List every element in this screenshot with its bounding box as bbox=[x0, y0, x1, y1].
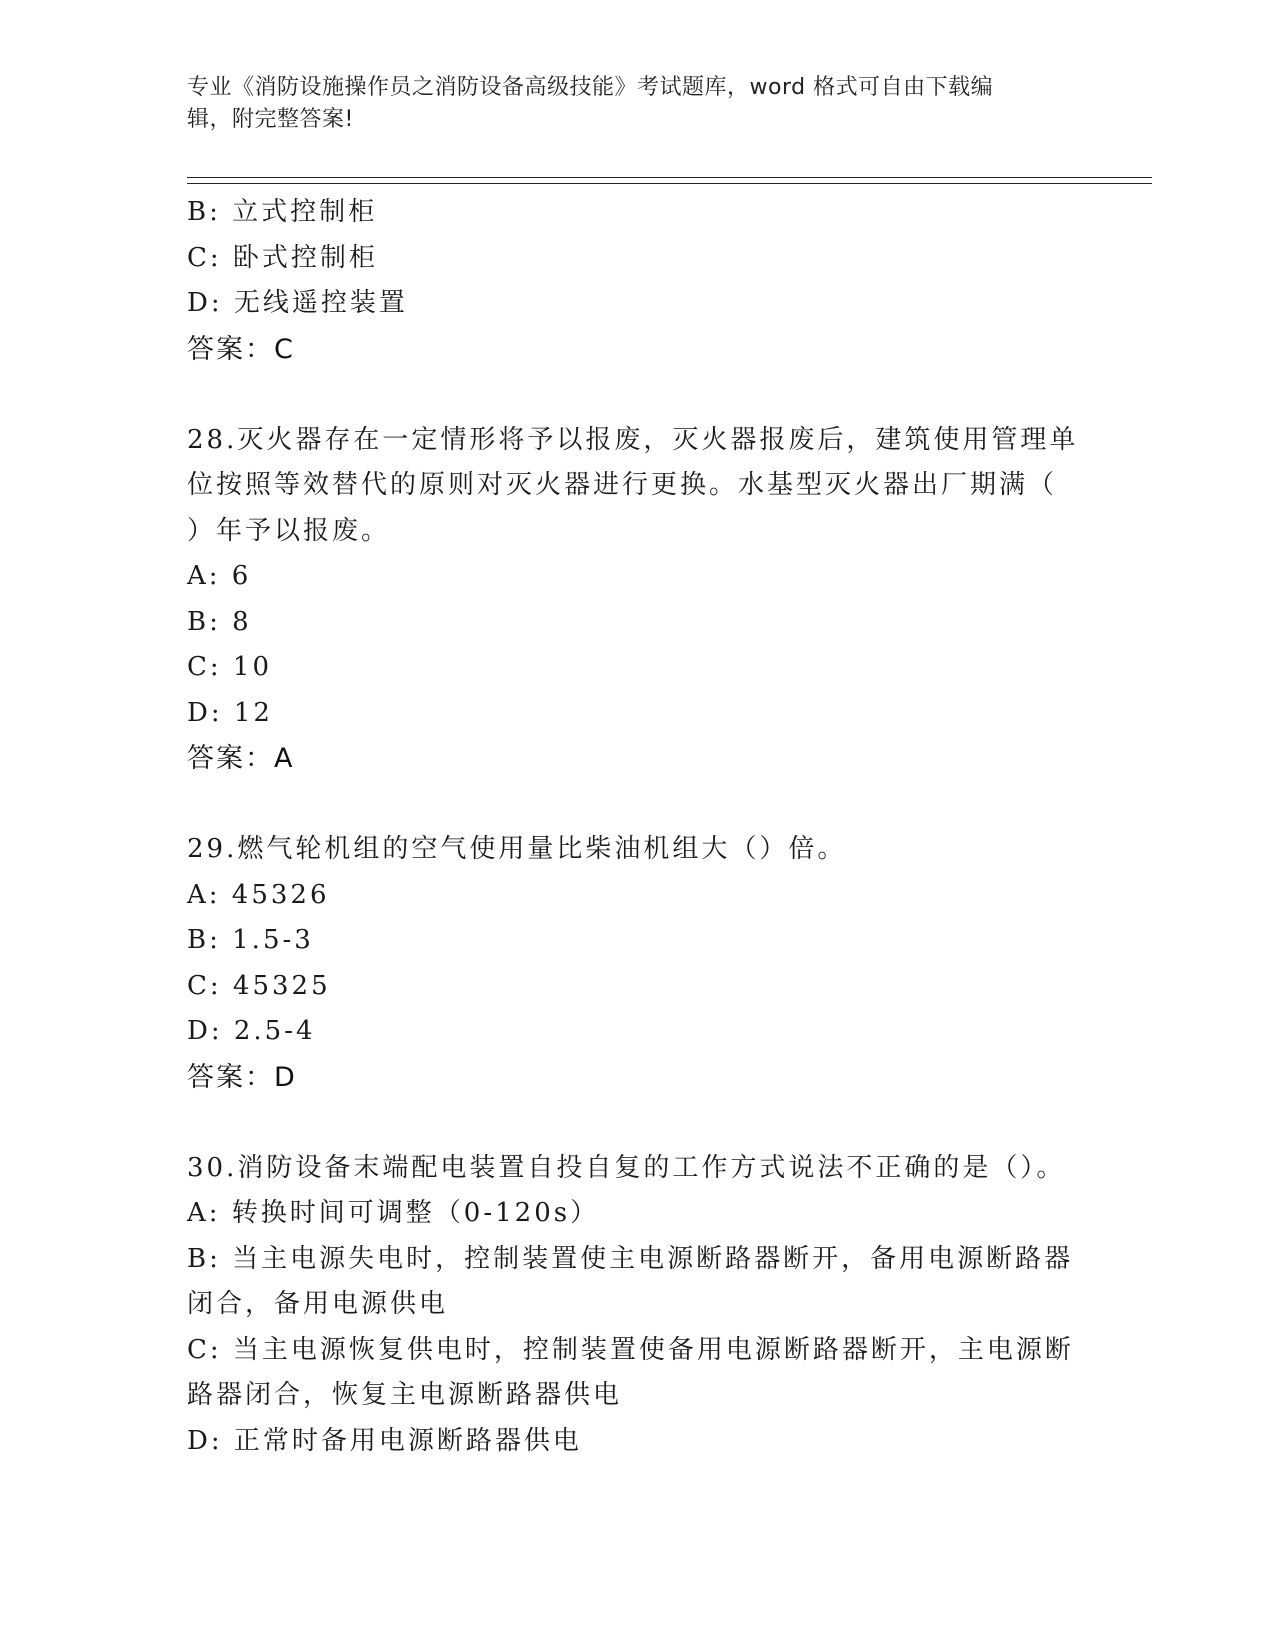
option-a: A: 45326 bbox=[187, 879, 330, 910]
answer-line: 答案：D bbox=[187, 1061, 297, 1093]
header-divider-top bbox=[187, 177, 1152, 178]
question-stem-line: 位按照等效替代的原则对灭火器进行更换。水基型灭火器出厂期满（ bbox=[187, 470, 1058, 500]
option-d: D: 正常时备用电源断路器供电 bbox=[187, 1425, 582, 1456]
document-header bbox=[187, 72, 1067, 136]
option-b: B: 立式控制柜 bbox=[187, 197, 378, 227]
option-b-continued: 闭合，备用电源供电 bbox=[187, 1289, 449, 1319]
option-a: A: 转换时间可调整（0-120s） bbox=[187, 1198, 600, 1228]
option-c: C: 45325 bbox=[187, 970, 331, 1001]
option-c: C: 10 bbox=[187, 652, 273, 682]
option-d: D: 2.5-4 bbox=[187, 1016, 316, 1046]
question-30 bbox=[187, 1146, 1087, 1465]
option-b: B: 1.5-3 bbox=[187, 925, 314, 955]
option-c: C: 卧式控制柜 bbox=[187, 242, 378, 273]
option-c: C: 当主电源恢复供电时，控制装置使备用电源断路器断开，主电源断 bbox=[187, 1334, 1074, 1365]
option-a: A: 6 bbox=[187, 561, 252, 591]
header-line-2: 辑，附完整答案! bbox=[187, 107, 354, 132]
question-stem-line: 30.消防设备末端配电装置自投自复的工作方式说法不正确的是（）。 bbox=[187, 1152, 1066, 1183]
answer-line: 答案：C bbox=[187, 333, 295, 365]
question-list bbox=[187, 190, 1087, 1464]
option-c-continued: 路器闭合，恢复主电源断路器供电 bbox=[187, 1380, 623, 1410]
header-divider-bottom bbox=[187, 183, 1152, 184]
answer-line: 答案：A bbox=[187, 743, 295, 774]
option-b: B: 当主电源失电时，控制装置使主电源断路器断开，备用电源断路器 bbox=[187, 1243, 1074, 1274]
question-stem-line: 28.灭火器存在一定情形将予以报废，灭火器报废后，建筑使用管理单 bbox=[187, 424, 1079, 455]
option-d: D: 12 bbox=[187, 697, 273, 728]
question-28 bbox=[187, 418, 1087, 782]
question-29 bbox=[187, 827, 1087, 1100]
option-b: B: 8 bbox=[187, 606, 252, 637]
header-line-1: 专业《消防设施操作员之消防设备高级技能》考试题库，word 格式可自由下载编 bbox=[187, 75, 994, 100]
question-stem-line: ）年予以报废。 bbox=[187, 515, 391, 546]
question-27-continued bbox=[187, 190, 1087, 372]
option-d: D: 无线遥控装置 bbox=[187, 288, 408, 318]
question-stem-line: 29.燃气轮机组的空气使用量比柴油机组大（）倍。 bbox=[187, 834, 847, 864]
